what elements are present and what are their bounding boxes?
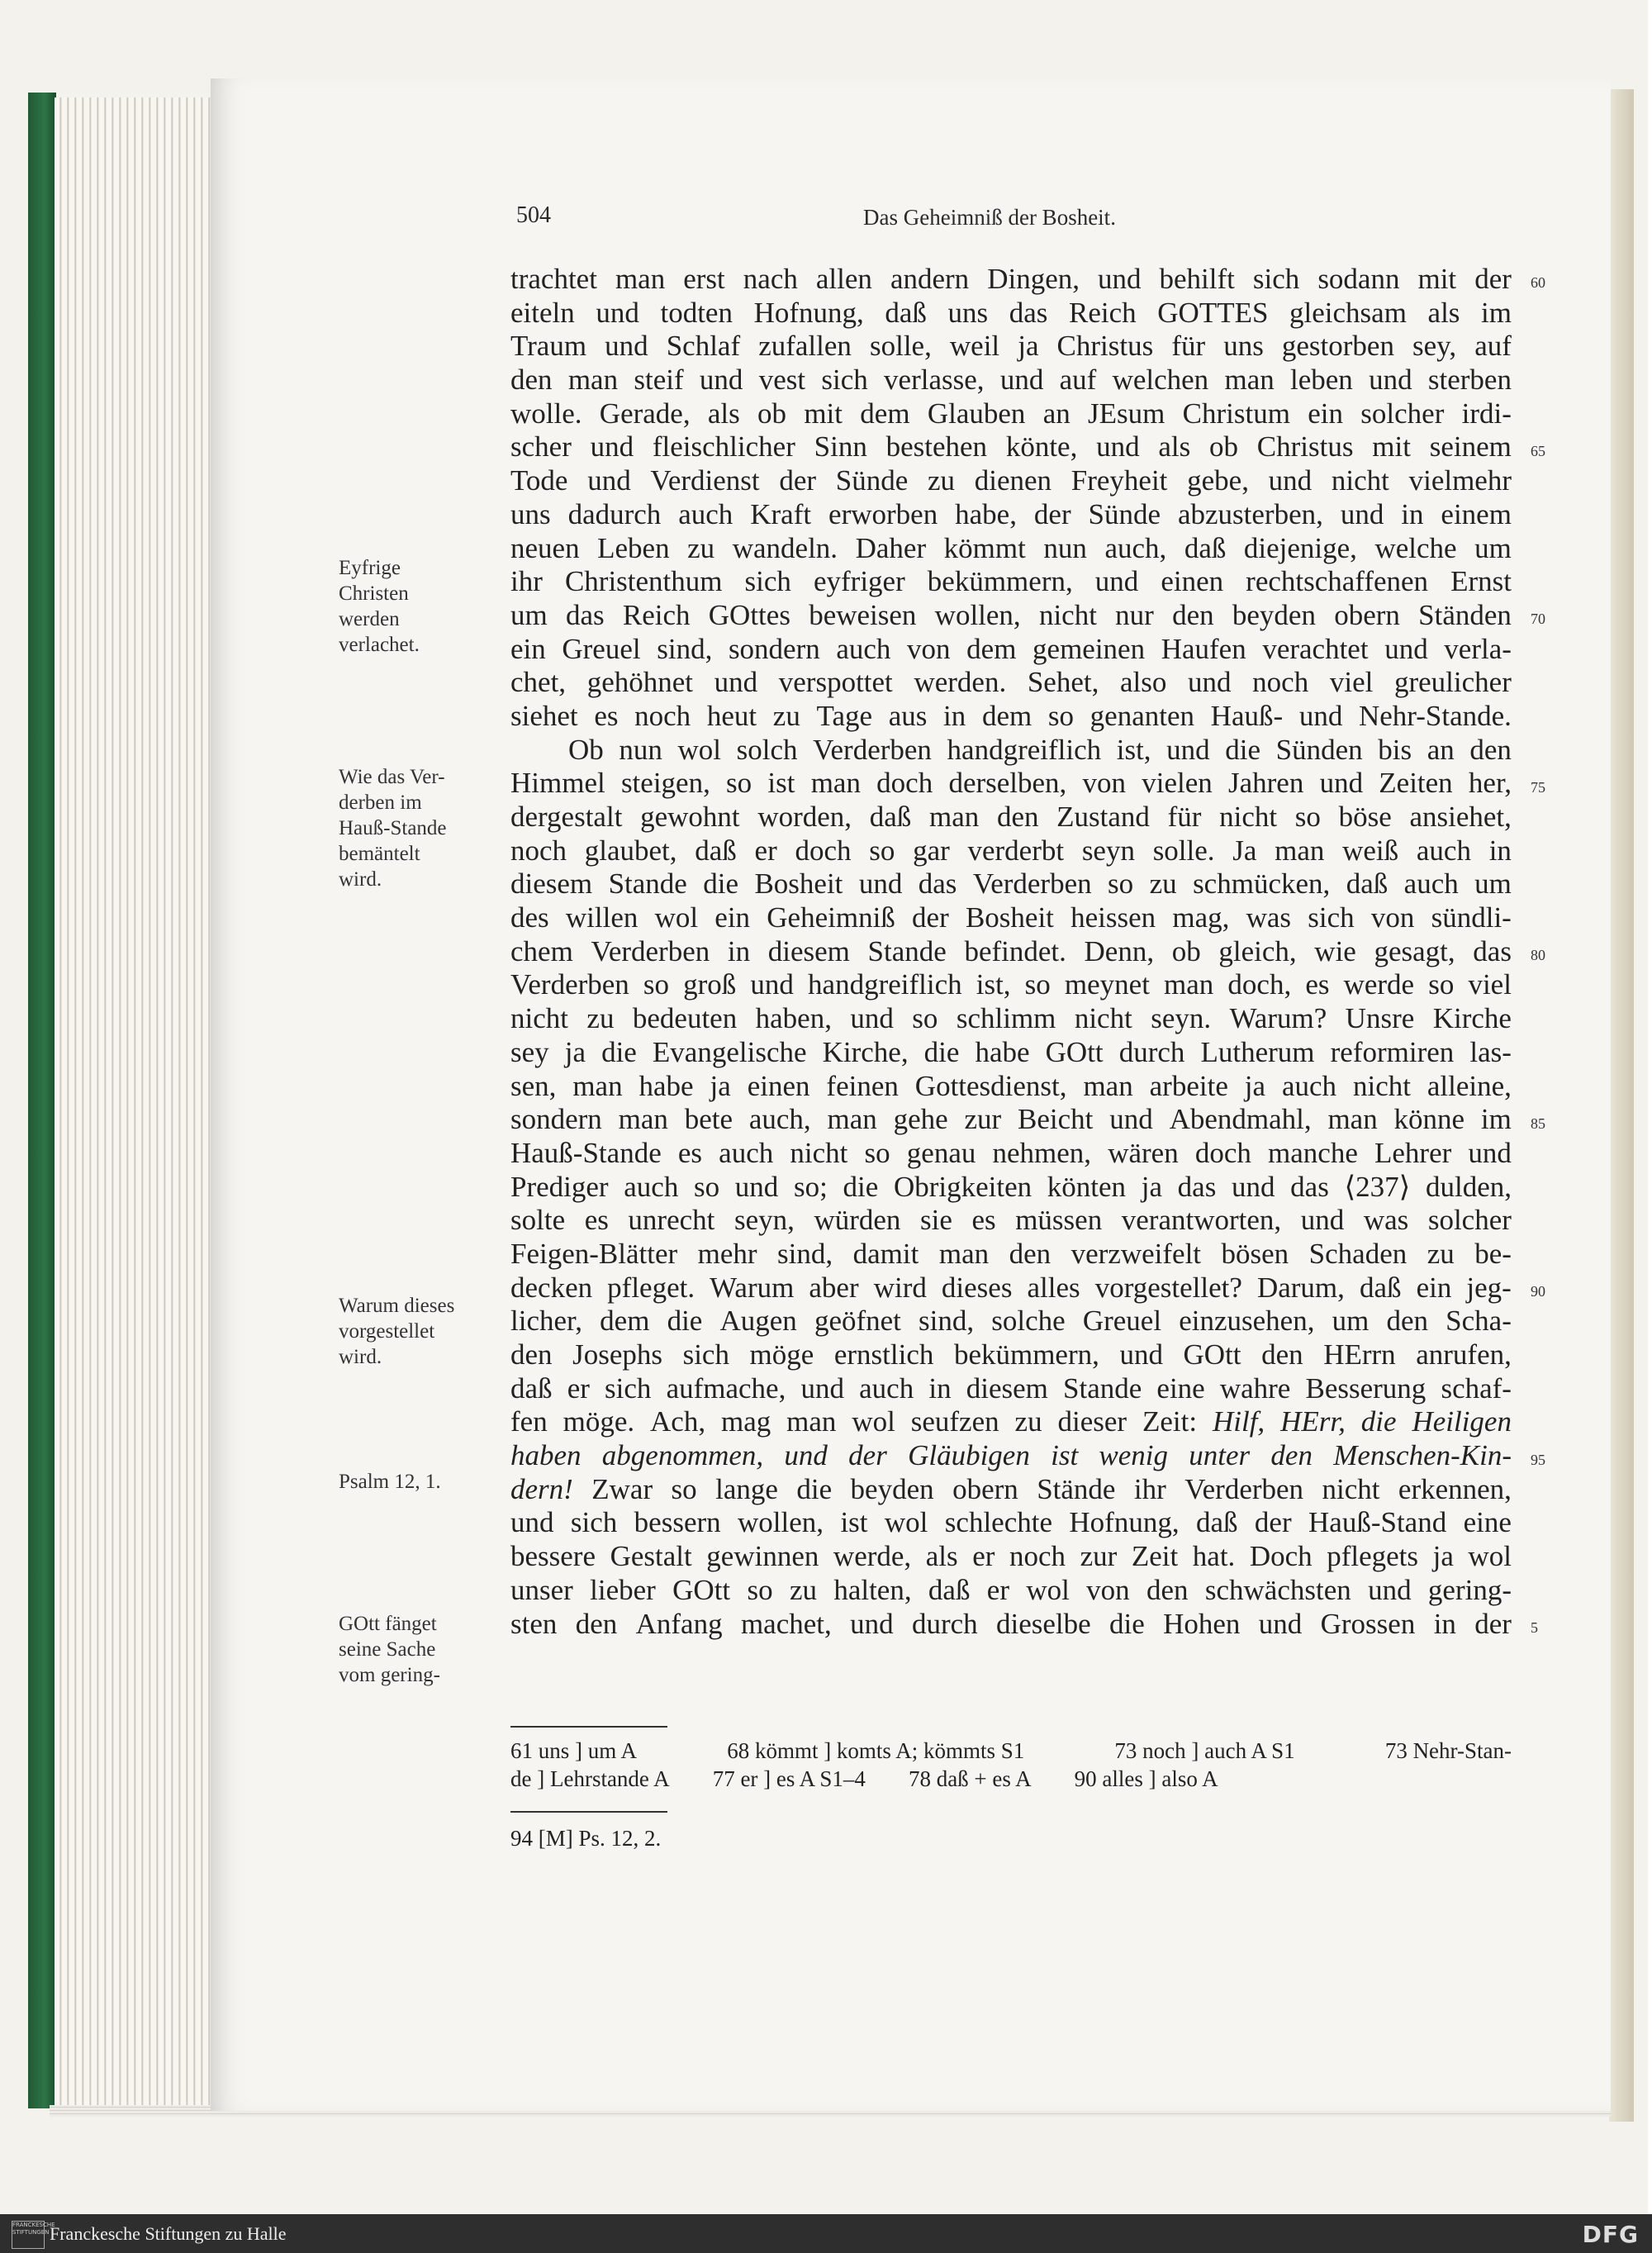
margin-note-line: seine Sache	[339, 1638, 436, 1661]
text-line: Traum und Schlaf zufallen solle, weil ja Christus für uns gestorben sey, auf	[510, 330, 1512, 363]
text-line: um das Reich GOttes beweisen wollen, nicht nur den beyden obern Ständen	[510, 598, 1512, 631]
text-line: neuen Leben zu wandeln. Daher kömmt nun auch, daß diejenige, welche um	[510, 531, 1512, 564]
institution-name: Franckesche Stiftungen zu Halle	[50, 2223, 287, 2244]
running-title: Das Geheimniß der Bosheit.	[863, 205, 1116, 230]
text-line: wolle. Gerade, als ob mit dem Glauben an JEsum Christum ein solcher irdi-	[510, 397, 1512, 430]
text-line: dern! Zwar so lange die beyden obern Stände ihr Verderben nicht erkennen,	[510, 1472, 1512, 1505]
text-line: sondern man bete auch, man gehe zur Beicht und Abendmahl, man könne im	[510, 1103, 1512, 1136]
text-line: Feigen-Blätter mehr sind, damit man den verzweifelt bösen Schaden zu be-	[510, 1237, 1512, 1270]
apparatus-entry: 61 uns ] um A	[510, 1738, 638, 1763]
text-line: Verderben so groß und handgreiflich ist, so meynet man doch, es werde so viel	[510, 968, 1512, 1001]
text-line: sen, man habe ja einen feinen Gottesdienst, man arbeite ja auch nicht alleine,	[510, 1069, 1512, 1102]
text-line: nicht zu bedeuten haben, und so schlimm nicht seyn. Warum? Unsre Kirche	[510, 1002, 1512, 1035]
apparatus-entry: 73 noch ] auch A S1	[1114, 1738, 1295, 1763]
text-line: sey ja die Evangelische Kirche, die habe GOtt durch Lutherum reformiren las-	[510, 1035, 1512, 1068]
institution-logo: FRANCKESCHE STIFTUNGEN	[12, 2221, 45, 2249]
line-number: 95	[1531, 1451, 1545, 1468]
apparatus-row	[510, 1765, 1512, 1793]
margin-note	[339, 1293, 496, 1370]
apparatus-rule	[510, 1726, 667, 1728]
text-line: bessere Gestalt gewinnen werde, als er noch zur Zeit hat. Doch pflegets ja wol	[510, 1540, 1512, 1573]
margin-note-line: wird.	[339, 868, 382, 891]
line-number: 60	[1531, 274, 1545, 291]
text-line: den Josephs sich möge ernstlich bekümmern, und GOtt den HErrn anrufen,	[510, 1338, 1512, 1371]
margin-note-line: Hauß-Stande	[339, 817, 447, 839]
notes-rule	[510, 1811, 667, 1813]
line-number: 80	[1531, 947, 1545, 963]
text-line: ihr Christenthum sich eyfriger bekümmern, und einen rechtschaffenen Ernst	[510, 565, 1512, 598]
text-line: ein Greuel sind, sondern auch von dem gemeinen Haufen verachtet und verla-	[510, 632, 1512, 665]
margin-note	[339, 1469, 496, 1495]
line-number: 75	[1531, 778, 1545, 796]
page-number: 504	[516, 202, 551, 228]
text-line: Ob nun wol solch Verderben handgreiflich ist, und die Sünden bis an den	[568, 733, 1512, 766]
margin-note-line: GOtt fänget	[339, 1613, 437, 1635]
text-line: licher, dem die Augen geöfnet sind, solche Greuel einzusehen, um den Scha-	[510, 1305, 1512, 1338]
text-line: diesem Stande die Bosheit und das Verderben so zu schmücken, daß auch um	[510, 867, 1512, 901]
text-line: scher und fleischlicher Sinn bestehen könte, und als ob Christus mit seinem	[510, 430, 1512, 463]
margin-note-line: Psalm 12, 1.	[339, 1471, 441, 1493]
text-line: Prediger auch so und so; die Obrigkeiten könten ja das und das ⟨237⟩ dulden,	[510, 1170, 1512, 1203]
book-cover-spine	[28, 93, 56, 2108]
text-line: Himmel steigen, so ist man doch derselben, von vielen Jahren und Zeiten her,	[510, 767, 1512, 800]
apparatus-entry: 73 Nehr-Stan-	[1384, 1738, 1512, 1763]
dfg-logo: DFG	[1582, 2221, 1639, 2248]
margin-note	[339, 555, 496, 658]
margin-note-line: vorgestellet	[339, 1320, 435, 1343]
margin-note-line: vom gering-	[339, 1664, 440, 1686]
critical-apparatus	[510, 1737, 1512, 1793]
text-line: daß er sich aufmache, und auch in diesem Stande eine wahre Besserung schaf-	[510, 1371, 1512, 1405]
text-line: noch glaubet, daß er doch so gar verderbt seyn solle. Ja man weiß auch in	[510, 834, 1512, 867]
text-line: fen möge. Ach, mag man wol seufzen zu dieser Zeit: Hilf, HErr, die Heiligen	[510, 1405, 1512, 1438]
line-number: 5	[1531, 1619, 1538, 1636]
text-line: und sich bessern wollen, ist wol schlechte Hofnung, daß der Hauß-Stand eine	[510, 1506, 1512, 1539]
text-line: chem Verderben in diesem Stande befindet. Denn, ob gleich, wie gesagt, das	[510, 934, 1512, 967]
text-line: haben abgenommen, und der Gläubigen ist wenig unter den Menschen-Kin-	[510, 1439, 1512, 1472]
apparatus-entry: 78 daß + es A	[908, 1766, 1032, 1791]
line-number: 85	[1531, 1115, 1545, 1132]
text-line: sten den Anfang machet, und durch dieselbe die Hohen und Grossen in der	[510, 1607, 1512, 1640]
apparatus-entry: 90 alles ] also A	[1074, 1766, 1218, 1791]
text-line: dergestalt gewohnt worden, daß man den Zustand für nicht so böse ansiehet,	[510, 801, 1512, 833]
line-number: 70	[1531, 611, 1545, 627]
text-line: chet, gehöhnet und verspottet werden. Sehet, also und noch viel greulicher	[510, 666, 1512, 699]
book-cover-right-edge	[1609, 89, 1634, 2122]
page-edges	[55, 97, 220, 2113]
line-number: 90	[1531, 1283, 1545, 1300]
text-line: decken pfleget. Warum aber wird dieses alles vorgestellet? Darum, daß ein jeg-	[510, 1271, 1512, 1304]
margin-note-line: wird.	[339, 1346, 382, 1368]
margin-note-line: derben im	[339, 791, 422, 814]
commentary-note: 94 [M] Ps. 12, 2.	[510, 1826, 662, 1851]
text-line: trachtet man erst nach allen andern Dingen, und behilft sich sodann mit der	[510, 263, 1512, 295]
main-text	[510, 263, 1512, 1641]
text-line: siehet es noch heut zu Tage aus in dem so genanten Hauß- und Nehr-Stande.	[510, 699, 1512, 732]
apparatus-entry: de ] Lehrstande A	[510, 1766, 670, 1791]
margin-note-line: Wie das Ver-	[339, 766, 445, 788]
margin-note	[339, 764, 496, 892]
text-line: eiteln und todten Hofnung, daß uns das Reich GOTTES gleichsam als im	[510, 296, 1512, 329]
margin-note-line: Christen	[339, 582, 409, 605]
margin-note	[339, 1611, 496, 1688]
margin-note-line: Eyfrige	[339, 557, 401, 579]
text-line: uns dadurch auch Kraft erworben habe, der Sünde abzusterben, und in einem	[510, 497, 1512, 530]
margin-note-line: verlachet.	[339, 634, 420, 656]
line-number: 65	[1531, 442, 1545, 459]
text-line: den man steif und vest sich verlasse, und auf welchen man leben und sterben	[510, 364, 1512, 397]
margin-note-line: werden	[339, 608, 400, 630]
text-line: des willen wol ein Geheimniß der Bosheit heissen mag, was sich von sündli-	[510, 901, 1512, 934]
apparatus-entry: 77 er ] es A S1–4	[712, 1766, 866, 1791]
apparatus-row	[510, 1737, 1512, 1765]
text-line: unser lieber GOtt so zu halten, daß er wol von den schwächsten und gering-	[510, 1573, 1512, 1606]
text-line: Hauß-Stande es auch nicht so genau nehmen, wären doch manche Lehrer und	[510, 1136, 1512, 1169]
margin-note-line: bemäntelt	[339, 843, 420, 865]
text-line: Tode und Verdienst der Sünde zu dienen Freyheit gebe, und nicht vielmehr	[510, 464, 1512, 497]
apparatus-entry: 68 kömmt ] komts A; kömmts S1	[727, 1738, 1025, 1763]
margin-note-line: Warum dieses	[339, 1295, 455, 1317]
text-line: solte es unrecht seyn, würden sie es müssen verantworten, und was solcher	[510, 1204, 1512, 1237]
